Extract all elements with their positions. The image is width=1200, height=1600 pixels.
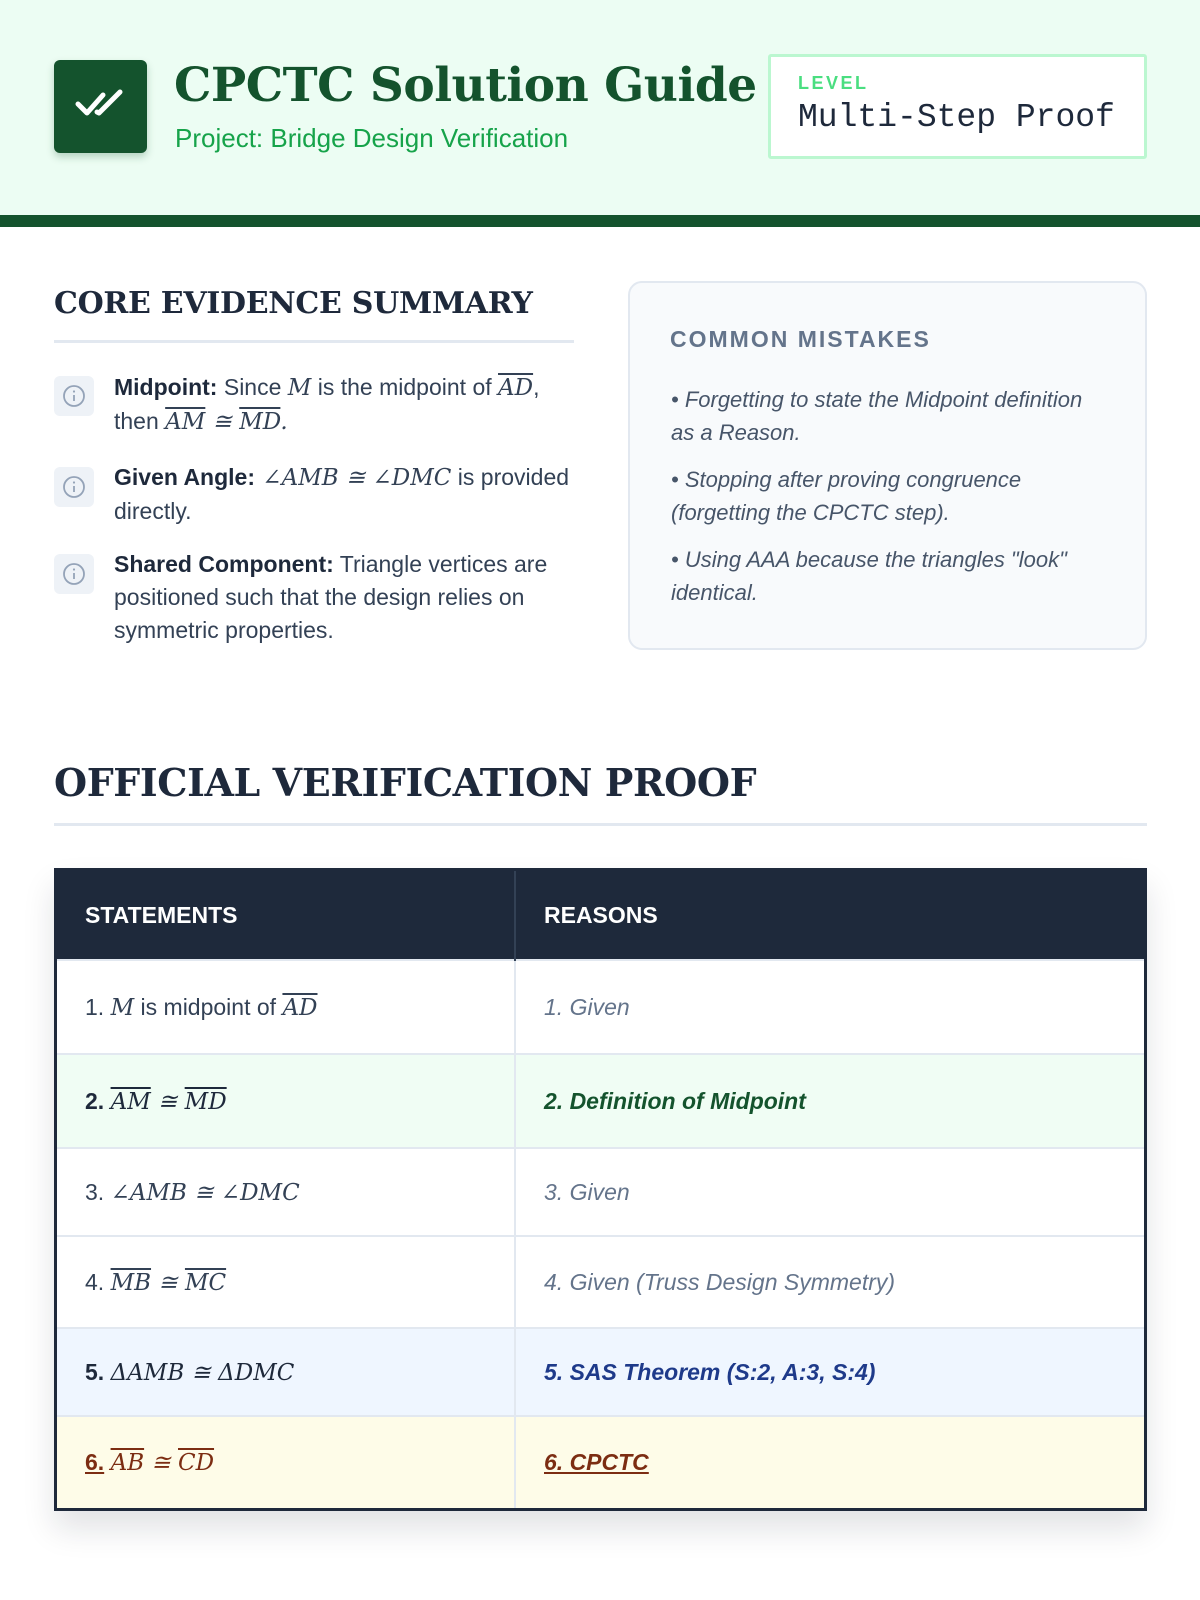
step-number: 2.: [85, 1087, 105, 1114]
math-expression: ≅: [205, 409, 240, 435]
math-expression: ∠AMB ≅ ∠DMC: [110, 1179, 300, 1206]
math-expression: $\overline{AD}$: [498, 375, 534, 401]
reason-cell: 3. Given: [515, 1148, 1144, 1236]
step-number: 1.: [85, 993, 105, 1020]
column-header-reasons: REASONS: [515, 871, 1144, 960]
math-expression: $\overline{MB}$: [110, 1269, 152, 1296]
level-label: LEVEL: [798, 73, 869, 93]
math-expression: M: [110, 994, 135, 1021]
evidence-text: [114, 548, 584, 647]
math-expression: ΔAMB ≅ ΔDMC: [110, 1359, 295, 1386]
mistake-item: • Stopping after proving congruence (forgetting the CPCTC step).: [671, 467, 1022, 525]
evidence-label: Given Angle:: [114, 464, 255, 490]
evidence-text: [114, 461, 584, 528]
step-number: 6.: [85, 1449, 105, 1475]
reason-cell: 6. CPCTC: [515, 1416, 1144, 1508]
math-expression: ≅: [150, 1088, 185, 1115]
project-subtitle: Project: Bridge Design Verification: [175, 123, 569, 153]
evidence-text: [114, 371, 584, 439]
page-header: [0, 0, 1200, 227]
evidence-section-title: CORE EVIDENCE SUMMARY: [54, 286, 533, 321]
statement-cell: [57, 1236, 515, 1328]
math-expression: $\overline{MD}$: [239, 409, 281, 435]
info-icon: [54, 376, 94, 416]
statement-text: is midpoint of: [134, 993, 283, 1020]
evidence-item-midpoint: [54, 371, 584, 451]
evidence-text-part: .: [280, 409, 288, 435]
statement-cell: [57, 1416, 515, 1508]
statement-cell: [57, 1148, 515, 1236]
math-expression: $\overline{CD}$: [178, 1450, 215, 1476]
evidence-text-part: Triangle vertices are positioned such that the design relies on symmetric properties.: [114, 551, 548, 643]
evidence-divider: [54, 340, 574, 343]
info-icon: [54, 467, 94, 507]
info-icon: [54, 554, 94, 594]
mistakes-title: COMMON MISTAKES: [670, 326, 931, 352]
table-row: [57, 1236, 1144, 1328]
reason-cell: 5. SAS Theorem (S:2, A:3, S:4): [515, 1328, 1144, 1416]
proof-section-title: OFFICIAL VERIFICATION PROOF: [54, 760, 757, 805]
table-row: [57, 1054, 1144, 1148]
proof-table-header: [57, 871, 1144, 960]
step-number: 4.: [85, 1268, 105, 1295]
math-expression: M: [287, 375, 312, 401]
math-expression: $\overline{MC}$: [184, 1269, 227, 1296]
logo-badge: [54, 60, 147, 153]
math-expression: $\overline{MD}$: [184, 1088, 227, 1115]
step-number: 3.: [85, 1178, 105, 1205]
proof-table: [54, 868, 1147, 1511]
table-row: [57, 1416, 1144, 1508]
statement-cell: [57, 1328, 515, 1416]
evidence-label: Shared Component:: [114, 551, 334, 577]
double-check-icon: [75, 88, 127, 125]
evidence-text-part: , then: [114, 374, 540, 434]
mistake-item: • Forgetting to state the Midpoint definition as a Reason.: [671, 387, 1083, 445]
reason-cell: 4. Given (Truss Design Symmetry): [515, 1236, 1144, 1328]
statement-cell: [57, 960, 515, 1054]
math-expression: ≅: [144, 1450, 178, 1476]
level-badge: [768, 54, 1147, 159]
step-number: 5.: [85, 1358, 105, 1385]
page-title: CPCTC Solution Guide: [174, 58, 757, 113]
math-expression: $\overline{AM}$: [165, 409, 206, 435]
table-row: [57, 1328, 1144, 1416]
math-expression: ∠AMB ≅ ∠DMC: [255, 465, 452, 491]
evidence-item-given-angle: [54, 461, 584, 531]
table-row: [57, 1148, 1144, 1236]
evidence-item-shared-component: [54, 548, 584, 648]
evidence-text-part: is provided directly.: [114, 464, 570, 524]
math-expression: ≅: [151, 1269, 185, 1296]
evidence-label: Midpoint:: [114, 374, 218, 400]
level-value: Multi-Step Proof: [798, 99, 1115, 136]
evidence-text-part: is the midpoint of: [311, 374, 499, 400]
evidence-text-part: Since: [217, 374, 288, 400]
reason-cell: 1. Given: [515, 960, 1144, 1054]
proof-divider: [54, 823, 1147, 826]
column-header-statements: STATEMENTS: [57, 871, 515, 960]
statement-cell: [57, 1054, 515, 1148]
table-row: [57, 960, 1144, 1054]
reason-cell: 2. Definition of Midpoint: [515, 1054, 1144, 1148]
math-expression: $\overline{AD}$: [282, 994, 318, 1021]
math-expression: $\overline{AB}$: [110, 1450, 145, 1476]
mistake-item: • Using AAA because the triangles "look" identical.: [671, 547, 1067, 605]
common-mistakes-panel: [628, 281, 1147, 650]
math-expression: $\overline{AM}$: [110, 1088, 151, 1115]
